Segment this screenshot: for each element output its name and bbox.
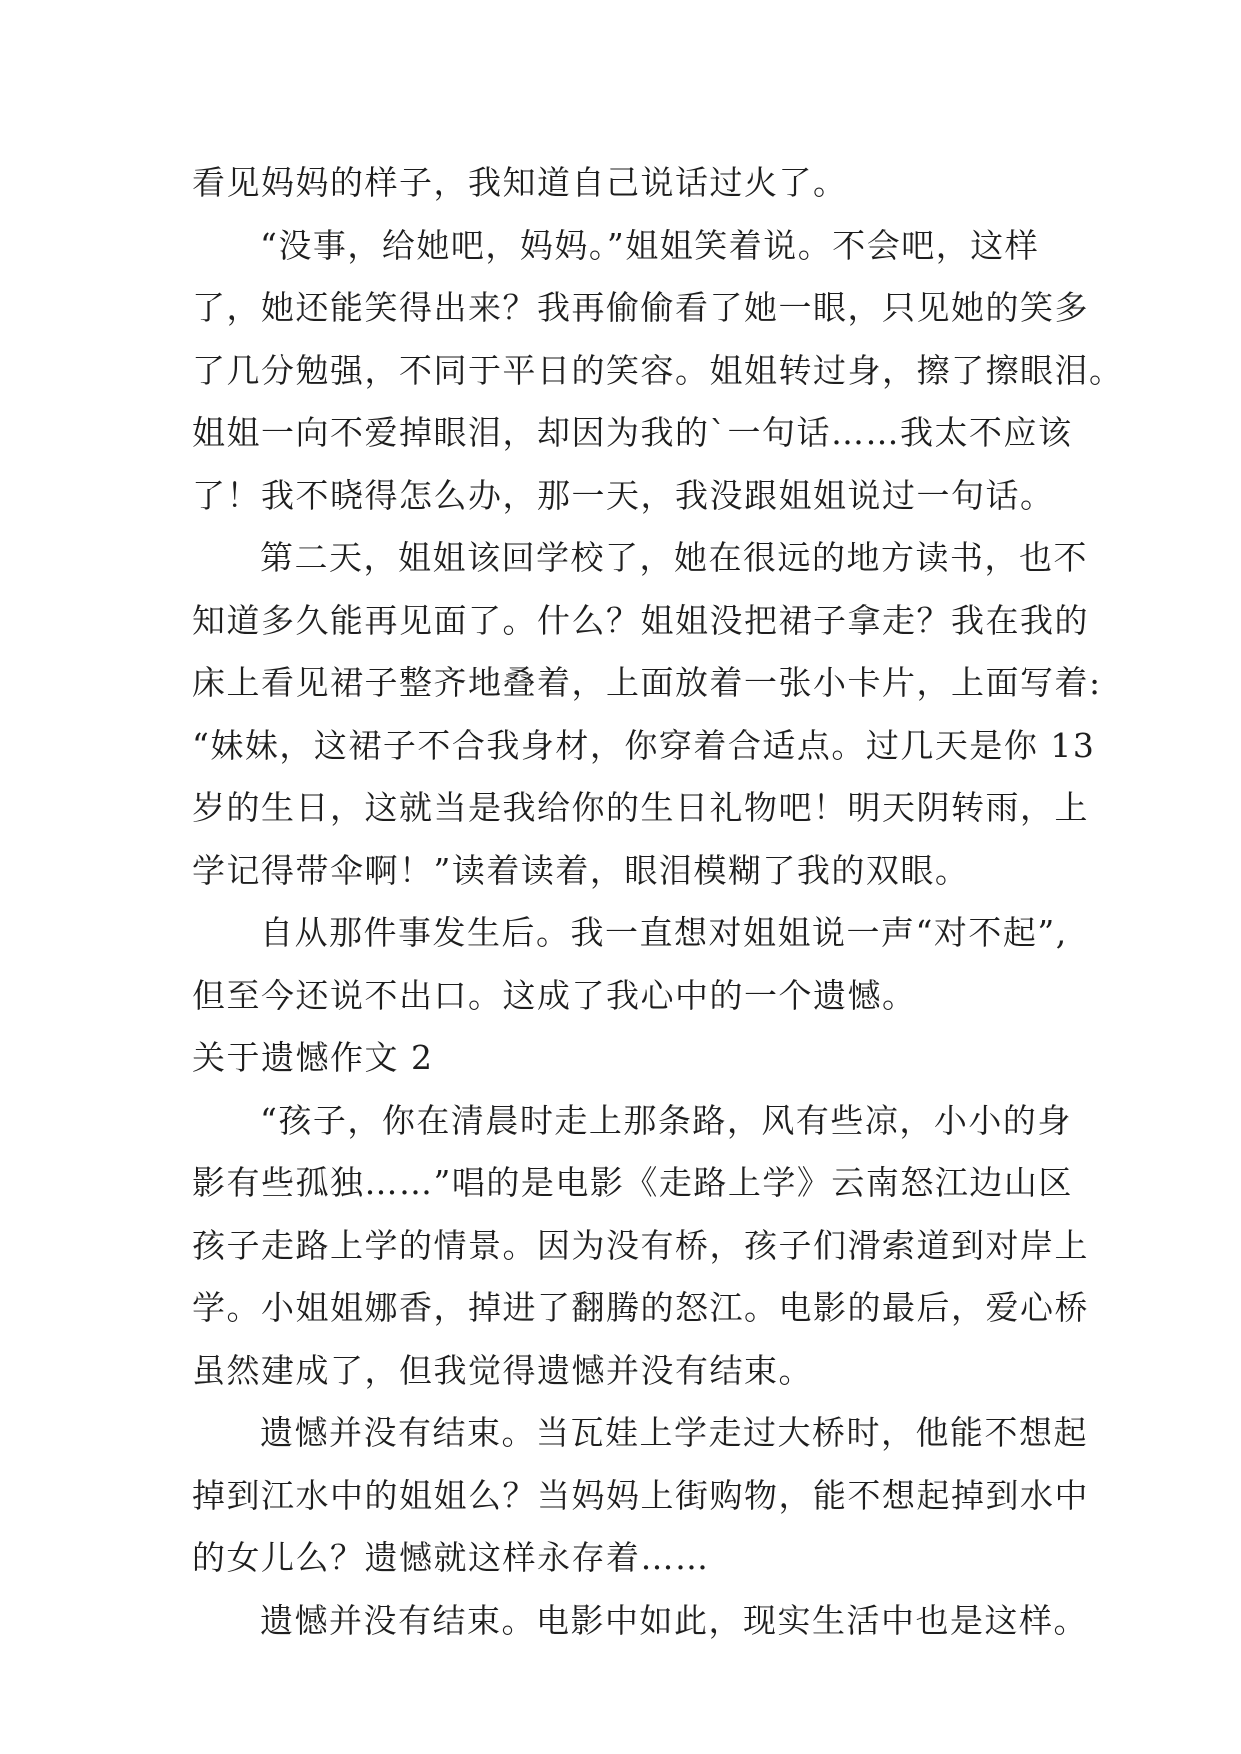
paragraph-line: 的女儿么？遗憾就这样永存着…… bbox=[192, 1538, 710, 1577]
paragraph-line: “没事，给她吧，妈妈。”姐姐笑着说。不会吧，这样 bbox=[260, 225, 1040, 265]
paragraph-line: 了！我不晓得怎么办，那一天，我没跟姐姐说过一句话。 bbox=[192, 475, 1055, 515]
paragraph-line: 遗憾并没有结束。当瓦娃上学走过大桥时，他能不想起 bbox=[260, 1413, 1088, 1452]
paragraph-line: 但至今还说不出口。这成了我心中的一个遗憾。 bbox=[192, 975, 917, 1015]
paragraph-line: 遗憾并没有结束。电影中如此，现实生活中也是这样。 bbox=[260, 1600, 1088, 1640]
paragraph-line: 孩子走路上学的情景。因为没有桥，孩子们滑索道到对岸上 bbox=[192, 1225, 1089, 1265]
paragraph-line: 了几分勉强，不同于平日的笑容。姐姐转过身，擦了擦眼泪。 bbox=[192, 350, 1124, 390]
paragraph-line: 岁的生日，这就当是我给你的生日礼物吧！明天阴转雨，上 bbox=[192, 788, 1089, 827]
paragraph-line: 学。小姐姐娜香，掉进了翻腾的怒江。电影的最后，爱心桥 bbox=[192, 1288, 1089, 1327]
paragraph-line: 掉到江水中的姐姐么？当妈妈上街购物，能不想起掉到水中 bbox=[192, 1475, 1089, 1515]
paragraph-line: 看见妈妈的样子，我知道自己说话过火了。 bbox=[192, 163, 848, 202]
paragraph-line: 影有些孤独……”唱的是电影《走路上学》云南怒江边山区 bbox=[192, 1163, 1073, 1202]
essay-text bbox=[192, 152, 1124, 1652]
section-heading: 关于遗憾作文 2 bbox=[192, 1038, 434, 1077]
paragraph-line: 姐姐一向不爱掉眼泪，却因为我的`一句话……我太不应该 bbox=[192, 413, 1073, 452]
paragraph-line: 了，她还能笑得出来？我再偷偷看了她一眼，只见她的笑多 bbox=[192, 288, 1089, 327]
paragraph-line: 知道多久能再见面了。什么？姐姐没把裙子拿走？我在我的 bbox=[192, 600, 1089, 640]
paragraph-line: 床上看见裙子整齐地叠着，上面放着一张小卡片，上面写着: bbox=[192, 663, 1102, 702]
paragraph-line: 虽然建成了，但我觉得遗憾并没有结束。 bbox=[192, 1350, 813, 1390]
paragraph-line: 学记得带伞啊！”读着读着，眼泪模糊了我的双眼。 bbox=[192, 850, 970, 890]
paragraph-line: 自从那件事发生后。我一直想对姐姐说一声“对不起”, bbox=[260, 913, 1068, 952]
paragraph-line: 第二天，姐姐该回学校了，她在很远的地方读书，也不 bbox=[260, 538, 1088, 577]
paragraph-line: “孩子，你在清晨时走上那条路，风有些凉，小小的身 bbox=[260, 1100, 1072, 1140]
paragraph-line: “妹妹，这裙子不合我身材，你穿着合适点。过几天是你 13 bbox=[192, 725, 1096, 765]
